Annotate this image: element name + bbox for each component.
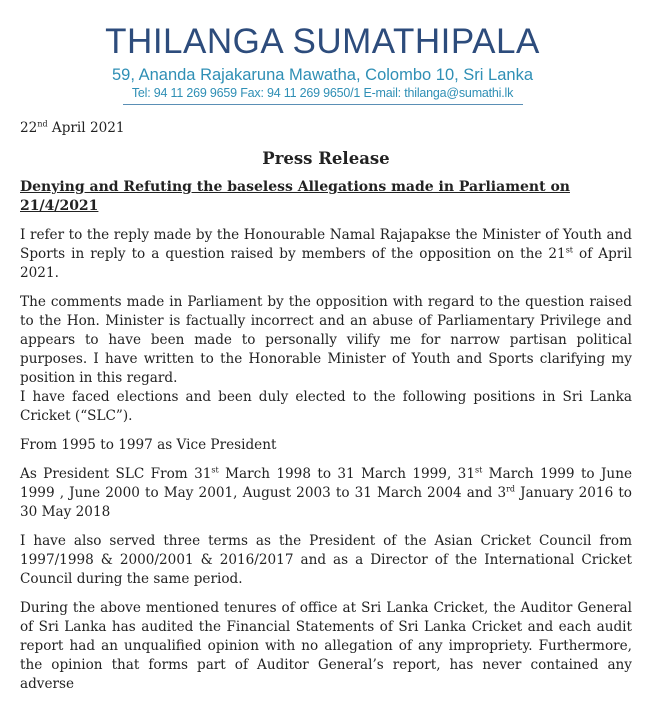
letterhead-contact: Tel: 94 11 269 9659 Fax: 94 11 269 9650/1 E-mail: thilanga@sumathi.lk bbox=[131, 86, 514, 100]
paragraph-3: I have faced elections and been duly elected to the following positions in Sri Lanka Cricket (“SLC”). bbox=[20, 389, 632, 424]
letter-body bbox=[0, 105, 645, 714]
paragraph-5 bbox=[20, 465, 632, 522]
p5-s1: st bbox=[211, 465, 219, 475]
date bbox=[20, 119, 632, 138]
p1-text: I refer to the reply made by the Honourable Namal Rajapakse the Minister of Youth and Sports in reply to a question raised by members of the opposition on the 21 bbox=[20, 227, 632, 262]
p5-d: January 2016 to 30 May 2018 bbox=[20, 485, 632, 520]
p5-s3: rd bbox=[506, 484, 516, 494]
paragraph-2: The comments made in Parliament by the opposition with regard to the question raised to the Hon. Minister is factually incorrect and an abuse of Parliamentary Privilege and appears to have been made to personally vilify me for narrow partisan political purposes. I have written to the Honorable Minister of Youth and Sports clarifying my position in this regard. bbox=[20, 294, 632, 386]
letterhead bbox=[0, 0, 645, 105]
paragraph-4: From 1995 to 1997 as Vice President bbox=[20, 437, 277, 453]
paragraph-7: During the above mentioned tenures of office at Sri Lanka Cricket, the Auditor General of Sri Lanka has audited the Financial Statements of Sri Lanka Cricket and each audit report had an unqualified opinion with no allegation of any impropriety. Furthermore, the opinion that forms part of Auditor General’s report, has never contained any adverse bbox=[20, 600, 632, 692]
p5-b: March 1998 to 31 March 1999, 31 bbox=[218, 466, 475, 482]
paragraph-1 bbox=[20, 226, 632, 283]
p1-text-end: of April 2021. bbox=[20, 246, 632, 281]
letterhead-name: THILANGA SUMATHIPALA bbox=[105, 22, 540, 61]
p5-c: March 1999 to June 1999 , June 2000 to May 2001, August 2003 to 31 March 2004 and 3 bbox=[20, 466, 632, 501]
p5-s2: st bbox=[474, 465, 483, 475]
letterhead-address: 59, Ananda Rajakaruna Mawatha, Colombo 10, Sri Lanka bbox=[111, 66, 534, 84]
heading: Denying and Refuting the baseless Allegations made in Parliament on 21/4/2021 bbox=[20, 179, 570, 214]
date-day: 22 bbox=[20, 120, 38, 136]
paragraph-6: I have also served three terms as the President of the Asian Cricket Council from 1997/1998 & 2000/2001 & 2016/2017 and as a Director of the International Cricket Council during the same period. bbox=[20, 533, 632, 587]
p5-a: As President SLC From 31 bbox=[20, 466, 212, 482]
date-rest: April 2021 bbox=[47, 120, 125, 136]
p1-sup: st bbox=[565, 245, 574, 255]
page-title: Press Release bbox=[262, 149, 390, 168]
date-suffix: nd bbox=[37, 119, 48, 129]
